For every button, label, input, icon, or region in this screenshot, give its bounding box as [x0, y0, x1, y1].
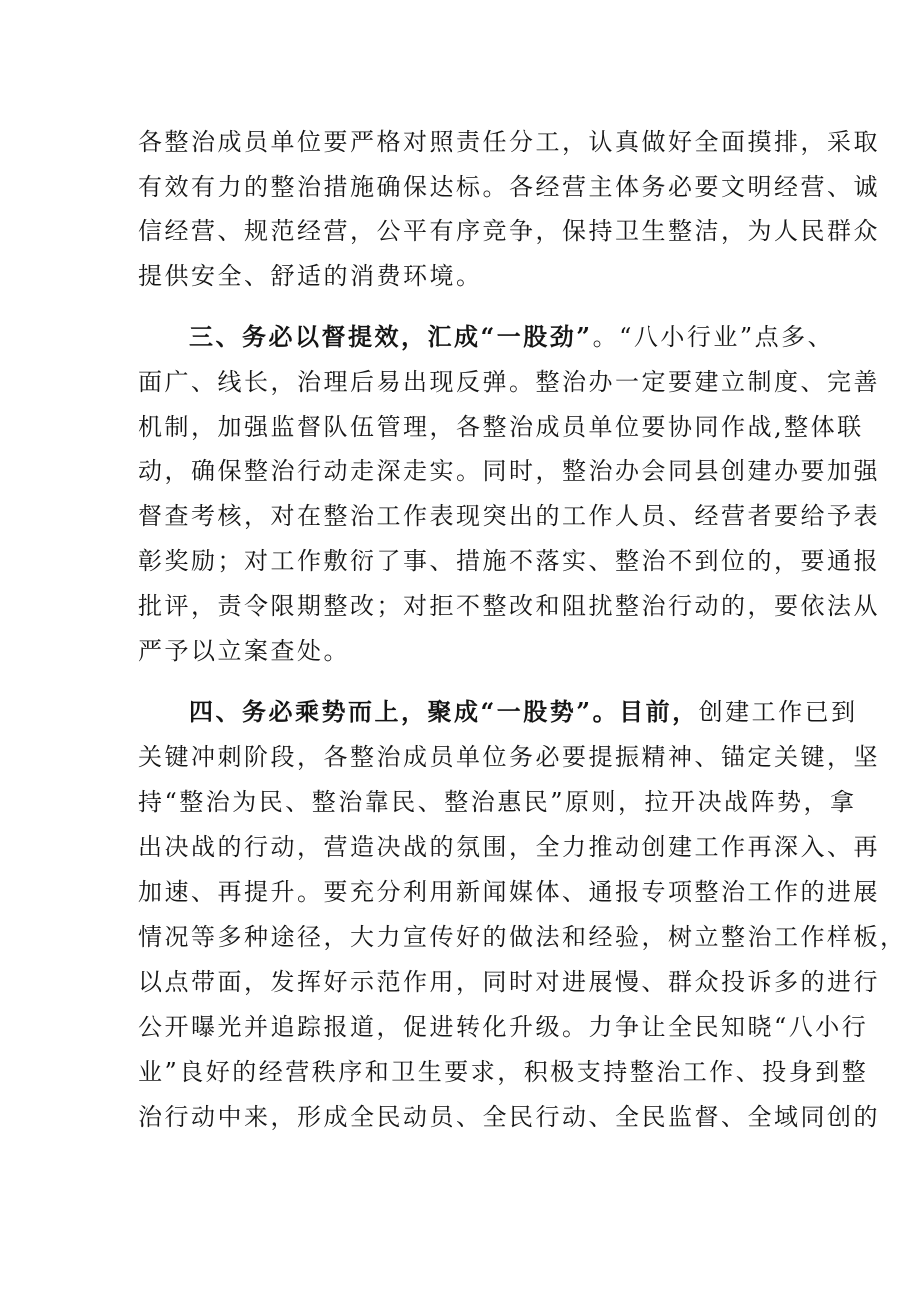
text-span: 创建工作已到 — [698, 698, 858, 726]
text-span: 加速、再提升。要充分利用新闻媒体、通报专项整治工作的进展 — [138, 878, 880, 906]
text-span: 各整治成员单位要严格对照责任分工，认真做好全面摸排，采取 — [138, 128, 880, 156]
text-span: 批评，责令限期整改；对拒不整改和阻扰整治行动的，要依法从 — [138, 592, 880, 620]
text-span: 以点带面，发挥好示范作用，同时对进展慢、群众投诉多的进行 — [138, 968, 880, 996]
text-line-6 — [138, 367, 880, 397]
text-span: 督查考核，对在整治工作表现突出的工作人员、经营者要给予表 — [138, 502, 880, 530]
text-line-20 — [138, 1012, 868, 1042]
text-span: 提供安全、舒适的消费环境。 — [138, 262, 483, 290]
text-line-8 — [138, 456, 880, 486]
text-line-14 — [138, 742, 880, 772]
section-heading-three: 三、务必以督提效，汇成“一股劲” — [189, 322, 593, 351]
text-span: 关键冲刺阶段，各整治成员单位务必要提振精神、锚定关键，坚 — [138, 743, 880, 771]
text-span: 出决战的行动，营造决战的氛围，全力推动创建工作再深入、再 — [138, 833, 880, 861]
text-span: 彰奖励；对工作敷衍了事、措施不落实、整治不到位的，要通报 — [138, 547, 880, 575]
text-span: 信经营、规范经营，公平有序竞争，保持卫生整洁，为人民群众 — [138, 217, 880, 245]
text-span: 严予以立案查处。 — [138, 637, 350, 665]
text-line-5 — [189, 322, 834, 352]
text-line-9 — [138, 501, 880, 531]
section-heading-four: 四、务必乘势而上，聚成“一股势”。目前， — [189, 697, 699, 726]
text-line-17 — [138, 877, 880, 907]
text-line-7 — [138, 412, 864, 442]
text-span: 有效有力的整治措施确保达标。各经营主体务必要文明经营、诚 — [138, 173, 880, 201]
text-span: 业”良好的经营秩序和卫生要求，积极支持整治工作、投身到整 — [138, 1058, 869, 1086]
text-line-2 — [138, 172, 880, 202]
text-line-18 — [138, 922, 907, 952]
text-line-12 — [138, 636, 350, 666]
text-span: 面广、线长，治理后易出现反弹。整治办一定要建立制度、完善 — [138, 368, 880, 396]
text-span: 情况等多种途径，大力宣传好的做法和经验，树立整治工作样板， — [138, 923, 907, 951]
text-line-22 — [138, 1102, 880, 1132]
text-span: 公开曝光并追踪报道，促进转化升级。力争让全民知晓“八小行 — [138, 1013, 869, 1041]
text-line-13 — [189, 697, 858, 727]
text-span: 机制，加强监督队伍管理，各整治成员单位要协同作战,整体联 — [138, 413, 864, 441]
text-line-10 — [138, 546, 880, 576]
text-line-21 — [138, 1057, 868, 1087]
text-span: 动，确保整治行动走深走实。同时，整治办会同县创建办要加强 — [138, 457, 880, 485]
text-line-4 — [138, 261, 483, 291]
text-line-11 — [138, 591, 880, 621]
text-line-19 — [138, 967, 880, 997]
text-span: 治行动中来，形成全民动员、全民行动、全民监督、全域同创的 — [138, 1103, 880, 1131]
text-line-16 — [138, 832, 880, 862]
text-line-1 — [138, 127, 880, 157]
text-line-15 — [138, 787, 857, 817]
text-line-3 — [138, 216, 880, 246]
text-span: 持“整治为民、整治靠民、整治惠民”原则，拉开决战阵势，拿 — [138, 788, 857, 816]
text-span: 。“八小行业”点多、 — [592, 323, 835, 351]
